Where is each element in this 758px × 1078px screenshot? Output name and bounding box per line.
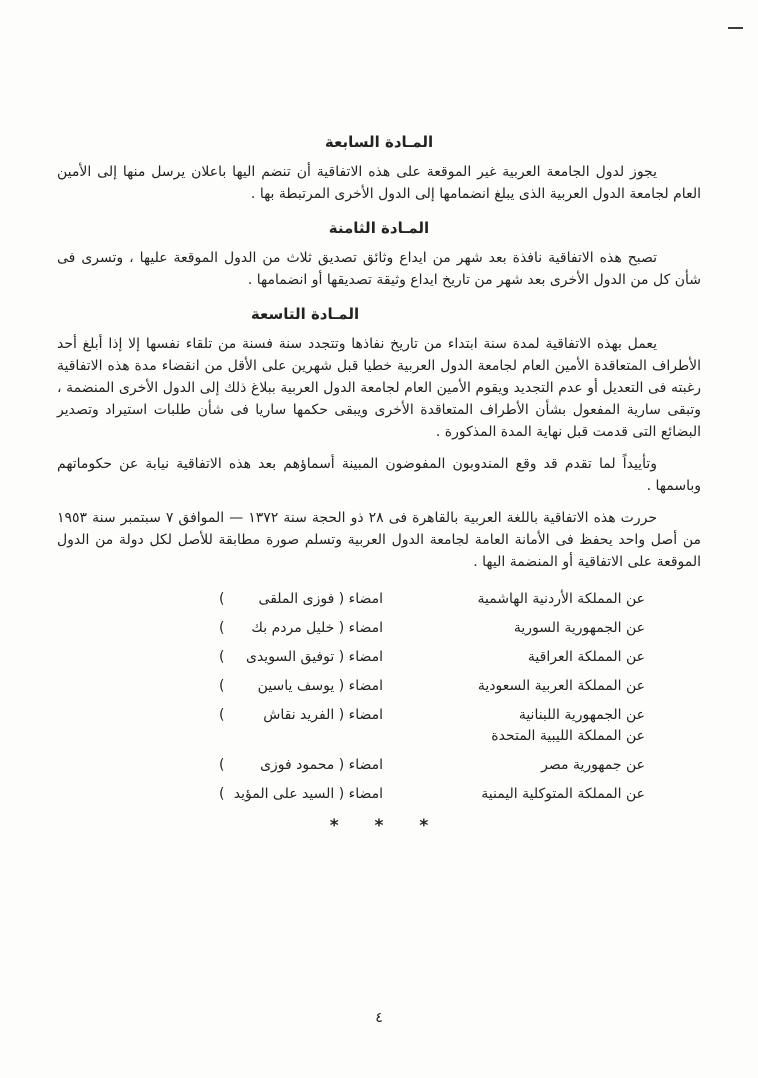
- signature-country: عن المملكة العربية السعودية: [477, 678, 645, 694]
- signature-value: [219, 618, 383, 638]
- signature-row-syria: [57, 618, 645, 638]
- article-eight: [57, 219, 701, 291]
- signature-value: [219, 589, 383, 609]
- signature-row-saudi-arabia: [57, 676, 645, 696]
- signature-value: [219, 755, 383, 775]
- signature-country: عن المملكة المتوكلية اليمنية: [481, 786, 645, 802]
- signature-row-iraq: [57, 647, 645, 667]
- signature-row-yemen: [57, 784, 645, 804]
- signature-row-lebanon: [57, 705, 645, 725]
- signature-label: امضاء ( محمود فوزى: [260, 757, 383, 773]
- signature-country: عن جمهورية مصر: [541, 757, 645, 773]
- signature-row-jordan: [57, 589, 645, 609]
- article-eight-paragraph: تصبح هذه الاتفاقية نافذة بعد شهر من ايداع وثائق تصديق ثلاث من الدول الموقعة عليها ، وتسرى فى شأن كل من الدول الأخرى بعد شهر من تاريخ ايداع وثيقة تصديقها أو انضمامها .: [57, 250, 701, 288]
- signature-label: امضاء ( الفريد نقاش: [263, 707, 383, 723]
- signature-close-paren: ): [219, 649, 225, 665]
- signature-country: عن المملكة الليبية المتحدة: [491, 728, 645, 744]
- signature-label: امضاء ( فوزى الملقى: [258, 591, 383, 607]
- signature-row-egypt: [57, 755, 645, 775]
- signature-close-paren: ): [219, 786, 225, 802]
- signatures-block: [57, 589, 701, 804]
- article-nine-paragraph-3: حررت هذه الاتفاقية باللغة العربية بالقاهرة فى ٢٨ ذو الحجة سنة ١٣٧٢ — الموافق ٧ سبتمبر سنة ١٩٥٣ من أصل واحد يحفظ فى الأمانة العامة لجامعة الدول العربية وتسلم صورة مطابقة للأصل لكل دولة من الدول الموقعة على الاتفاقية أو المنضمة اليها .: [57, 510, 701, 570]
- signature-close-paren: ): [219, 591, 225, 607]
- signature-label: امضاء ( السيد على المؤيد: [233, 786, 383, 802]
- signature-value: [219, 705, 383, 725]
- signature-country: عن المملكة العراقية: [527, 649, 645, 665]
- article-nine-heading: المـادة التاسعة: [250, 305, 360, 323]
- signature-close-paren: ): [219, 707, 225, 723]
- signature-row-libya: [57, 726, 645, 746]
- page-number: ٤: [375, 1010, 383, 1026]
- signature-close-paren: ): [219, 620, 225, 636]
- signature-label: امضاء ( خليل مردم بك: [251, 620, 383, 636]
- signature-label: امضاء ( توفيق السويدى: [246, 649, 383, 665]
- document-content: [57, 133, 701, 836]
- signature-country: عن الجمهورية السورية: [513, 620, 645, 636]
- signature-close-paren: ): [219, 757, 225, 773]
- article-nine-paragraph-2: وتأييداً لما تقدم قد وقع المندوبون المفوضون المبينة أسماؤهم بعد هذه الاتفاقية نيابة عن حكوماتهم وباسمها .: [57, 456, 701, 494]
- asterisk-separator: * * *: [329, 816, 429, 836]
- article-seven-heading: المـادة السابعة: [324, 133, 434, 151]
- signature-value: [219, 647, 383, 667]
- signature-label: امضاء ( يوسف ياسين: [257, 678, 383, 694]
- corner-dash-mark: [728, 27, 743, 29]
- article-seven-paragraph: يجوز لدول الجامعة العربية غير الموقعة على هذه الاتفاقية أن تنضم اليها باعلان يرسل منها إلى الأمين العام لجامعة الدول العربية الذى يبلغ انضمامها إلى الدول الأخرى المرتبطة بها .: [57, 164, 701, 202]
- article-nine: [57, 305, 701, 573]
- signature-value: [219, 676, 383, 696]
- article-nine-paragraph-1: يعمل بهذه الاتفاقية لمدة سنة ابتداء من تاريخ نفاذها وتتجدد سنة فسنة من تلقاء نفسها إلا إذا أبلغ أحد الأطراف المتعاقدة الأمين العام لجامعة الدول العربية خطيا قبل شهرين على الأقل من انقضاء مدة هذه الاتفاقية رغبته فى التعديل أو عدم التجديد ويقوم الأمين العام لجامعة الدول العربية ببلاغ ذلك إلى الدول الأخرى المنضمة ، وتبقى سارية المفعول بشأن الأطراف المتعاقدة الأخرى ويبقى حكمها ساريا فى شأن طلبات استيراد وتصدير البضائع التى قدمت قبل نهاية المدة المذكورة .: [57, 336, 701, 440]
- signature-country: عن الجمهورية اللبنانية: [518, 707, 645, 723]
- article-seven: [57, 133, 701, 205]
- article-eight-heading: المـادة الثامنة: [328, 219, 430, 237]
- signature-country: عن المملكة الأردنية الهاشمية: [477, 591, 645, 607]
- signature-value: [219, 784, 383, 804]
- signature-close-paren: ): [219, 678, 225, 694]
